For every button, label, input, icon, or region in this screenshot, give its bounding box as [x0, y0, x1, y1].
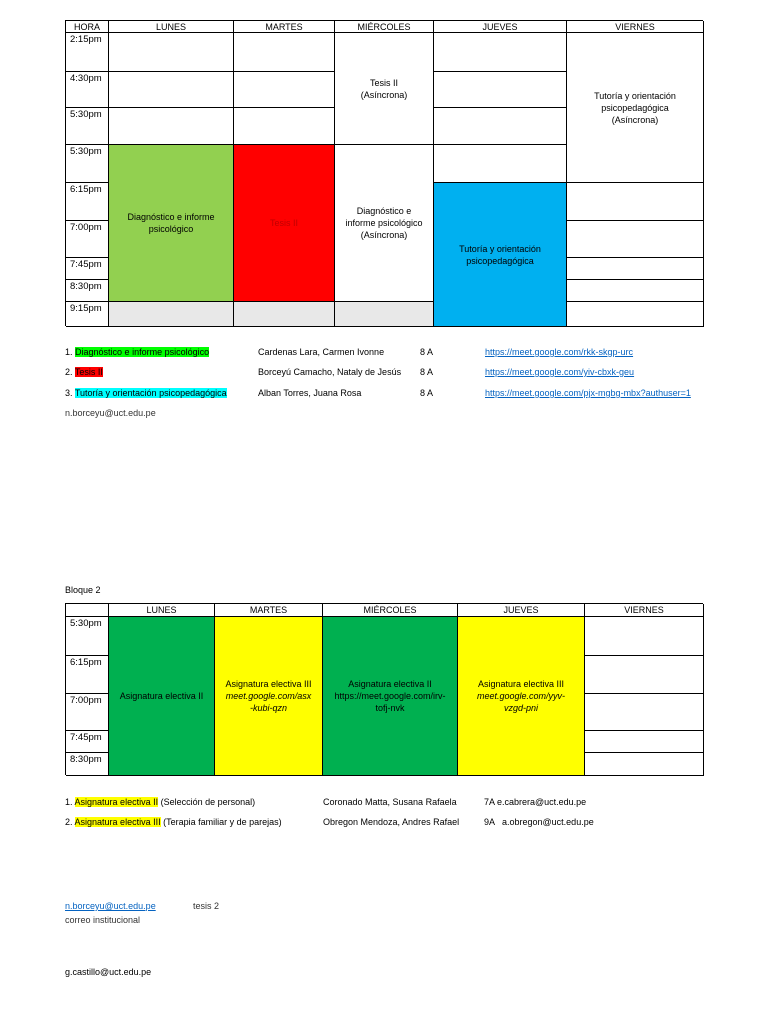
empty-cell — [234, 302, 335, 327]
course-block-diagnostico-asincrona — [335, 145, 434, 302]
legend-item — [65, 817, 282, 827]
header-jueves: JUEVES — [458, 604, 585, 617]
time-cell: 5:30pm — [66, 108, 109, 145]
schedule-table-2 — [65, 603, 703, 775]
empty-cell — [585, 656, 704, 694]
empty-cell — [585, 731, 704, 753]
legend-course-detail: (Selección de personal) — [158, 797, 256, 807]
header-hora — [66, 604, 109, 617]
course-block-label: Tesis II — [369, 77, 398, 88]
header-martes: MARTES — [234, 21, 335, 33]
empty-cell — [434, 108, 567, 145]
course-block-link: tofj-nvk — [375, 703, 405, 713]
empty-cell — [585, 617, 704, 656]
header-viernes: VIERNES — [567, 21, 704, 33]
legend-email: e.cabrera@uct.edu.pe — [497, 797, 587, 807]
block-title: Bloque 2 — [65, 585, 101, 595]
time-cell: 2:15pm — [66, 33, 109, 72]
course-block-electiva-3 — [458, 617, 585, 776]
time-cell: 4:30pm — [66, 72, 109, 108]
meet-link[interactable]: https://meet.google.com/pjx-mgbg-mbx?authuser=1 — [485, 388, 691, 398]
course-block-tutoria — [434, 183, 567, 327]
legend-course-detail: (Terapia familiar y de parejas) — [160, 817, 282, 827]
empty-cell — [567, 183, 704, 221]
time-cell: 7:00pm — [66, 221, 109, 258]
course-block-link: meet.google.com/asx — [225, 691, 312, 701]
header-lunes: LUNES — [109, 21, 234, 33]
empty-cell — [567, 280, 704, 302]
contact-email: n.borceyu@uct.edu.pe — [65, 408, 156, 418]
empty-cell — [567, 302, 704, 327]
legend-number: 1. — [65, 797, 73, 807]
course-block-label: informe psicológico — [345, 218, 423, 228]
legend-number: 2. — [65, 817, 73, 827]
correo-label: correo institucional — [65, 915, 141, 925]
header-martes: MARTES — [215, 604, 323, 617]
legend-teacher: Alban Torres, Juana Rosa — [258, 388, 362, 398]
time-cell: 7:45pm — [66, 731, 109, 753]
course-block-note: (Asíncrona) — [360, 230, 408, 240]
course-block-link: https://meet.google.com/irv- — [334, 691, 446, 701]
course-block-electiva-3 — [215, 617, 323, 776]
time-cell: 6:15pm — [66, 183, 109, 221]
course-block-label: Diagnóstico e informe psicológico — [127, 212, 215, 234]
legend-course: Tutoría y orientación psicopedagógica — [74, 388, 227, 398]
meet-link[interactable]: https://meet.google.com/yiv-cbxk-geu — [485, 367, 635, 377]
legend-course: Asignatura electiva III — [74, 817, 161, 827]
course-block-label: Asignatura electiva II — [348, 679, 432, 689]
empty-cell — [109, 108, 234, 145]
course-block-label: Asignatura electiva III — [225, 679, 312, 689]
legend-teacher: Obregon Mendoza, Andres Rafael — [323, 817, 460, 827]
empty-cell — [335, 302, 434, 327]
empty-cell — [234, 33, 335, 72]
course-block-label: psicopedagógica — [601, 102, 669, 113]
legend-item — [65, 388, 227, 398]
empty-cell — [109, 302, 234, 327]
course-block-tesis — [234, 145, 335, 302]
empty-cell — [109, 72, 234, 108]
course-block-link: -kubi-qzn — [249, 703, 287, 713]
legend-course: Diagnóstico e informe psicológico — [75, 347, 210, 357]
course-block-tutoria-asincrona — [567, 33, 704, 183]
empty-cell — [434, 72, 567, 108]
time-cell: 8:30pm — [66, 280, 109, 302]
header-hora: HORA — [66, 21, 109, 33]
course-block-label: Tesis II — [269, 218, 298, 228]
contact-email-2: g.castillo@uct.edu.pe — [65, 967, 152, 977]
time-cell: 7:45pm — [66, 258, 109, 280]
email-link[interactable]: n.borceyu@uct.edu.pe — [65, 901, 156, 911]
legend-email: a.obregon@uct.edu.pe — [502, 817, 594, 827]
header-miercoles: MIÉRCOLES — [335, 21, 434, 33]
course-block-label: Tutoría y orientación — [594, 90, 676, 101]
course-block-label: Diagnóstico e — [356, 206, 412, 216]
course-block-label: Tutoría y orientación psicopedagógica — [459, 243, 541, 266]
legend-number: 1. — [65, 347, 73, 357]
header-miercoles: MIÉRCOLES — [323, 604, 458, 617]
course-block-note: (Asíncrona) — [611, 114, 659, 125]
meet-link[interactable]: https://meet.google.com/rkk-skgp-urc — [485, 347, 634, 357]
header-viernes: VIERNES — [585, 604, 704, 617]
empty-cell — [434, 33, 567, 72]
course-block-diagnostico — [109, 145, 234, 302]
time-cell: 5:30pm — [66, 145, 109, 183]
legend-section: 8 A — [420, 367, 434, 377]
legend-section: 9A — [484, 817, 496, 827]
course-block-label: Asignatura electiva II — [119, 691, 204, 701]
empty-cell — [434, 145, 567, 183]
legend-section: 8 A — [420, 388, 434, 398]
empty-cell — [567, 258, 704, 280]
legend-course: Asignatura electiva II — [74, 797, 159, 807]
time-cell: 8:30pm — [66, 753, 109, 776]
empty-cell — [109, 33, 234, 72]
course-block-link: meet.google.com/yyv- — [476, 691, 566, 701]
empty-cell — [585, 753, 704, 776]
course-block-label: Asignatura electiva III — [477, 679, 565, 689]
course-block-link: vzgd-pni — [503, 703, 539, 713]
header-lunes: LUNES — [109, 604, 215, 617]
legend-section: 8 A — [420, 347, 434, 357]
legend-section: 7A — [484, 797, 496, 807]
empty-cell — [234, 72, 335, 108]
tesis-note: tesis 2 — [193, 901, 220, 911]
course-block-note: (Asíncrona) — [360, 89, 408, 100]
legend-teacher: Cardenas Lara, Carmen Ivonne — [258, 347, 385, 357]
legend-item — [65, 347, 209, 357]
header-jueves: JUEVES — [434, 21, 567, 33]
course-block-tesis-asincrona — [335, 33, 434, 145]
legend-teacher: Borceyú Camacho, Nataly de Jesús — [258, 367, 402, 377]
legend-item — [65, 367, 103, 377]
legend-course: Tesis II — [74, 367, 103, 377]
course-block-electiva-2 — [323, 617, 458, 776]
time-cell: 7:00pm — [66, 694, 109, 731]
time-cell: 9:15pm — [66, 302, 109, 327]
empty-cell — [234, 108, 335, 145]
empty-cell — [567, 221, 704, 258]
legend-number: 3. — [65, 388, 73, 398]
schedule-table-1 — [65, 20, 703, 326]
legend-item — [65, 797, 255, 807]
empty-cell — [585, 694, 704, 731]
time-cell: 5:30pm — [66, 617, 109, 656]
time-cell: 6:15pm — [66, 656, 109, 694]
legend-number: 2. — [65, 367, 73, 377]
legend-teacher: Coronado Matta, Susana Rafaela — [323, 797, 457, 807]
course-block-electiva-2 — [109, 617, 215, 776]
